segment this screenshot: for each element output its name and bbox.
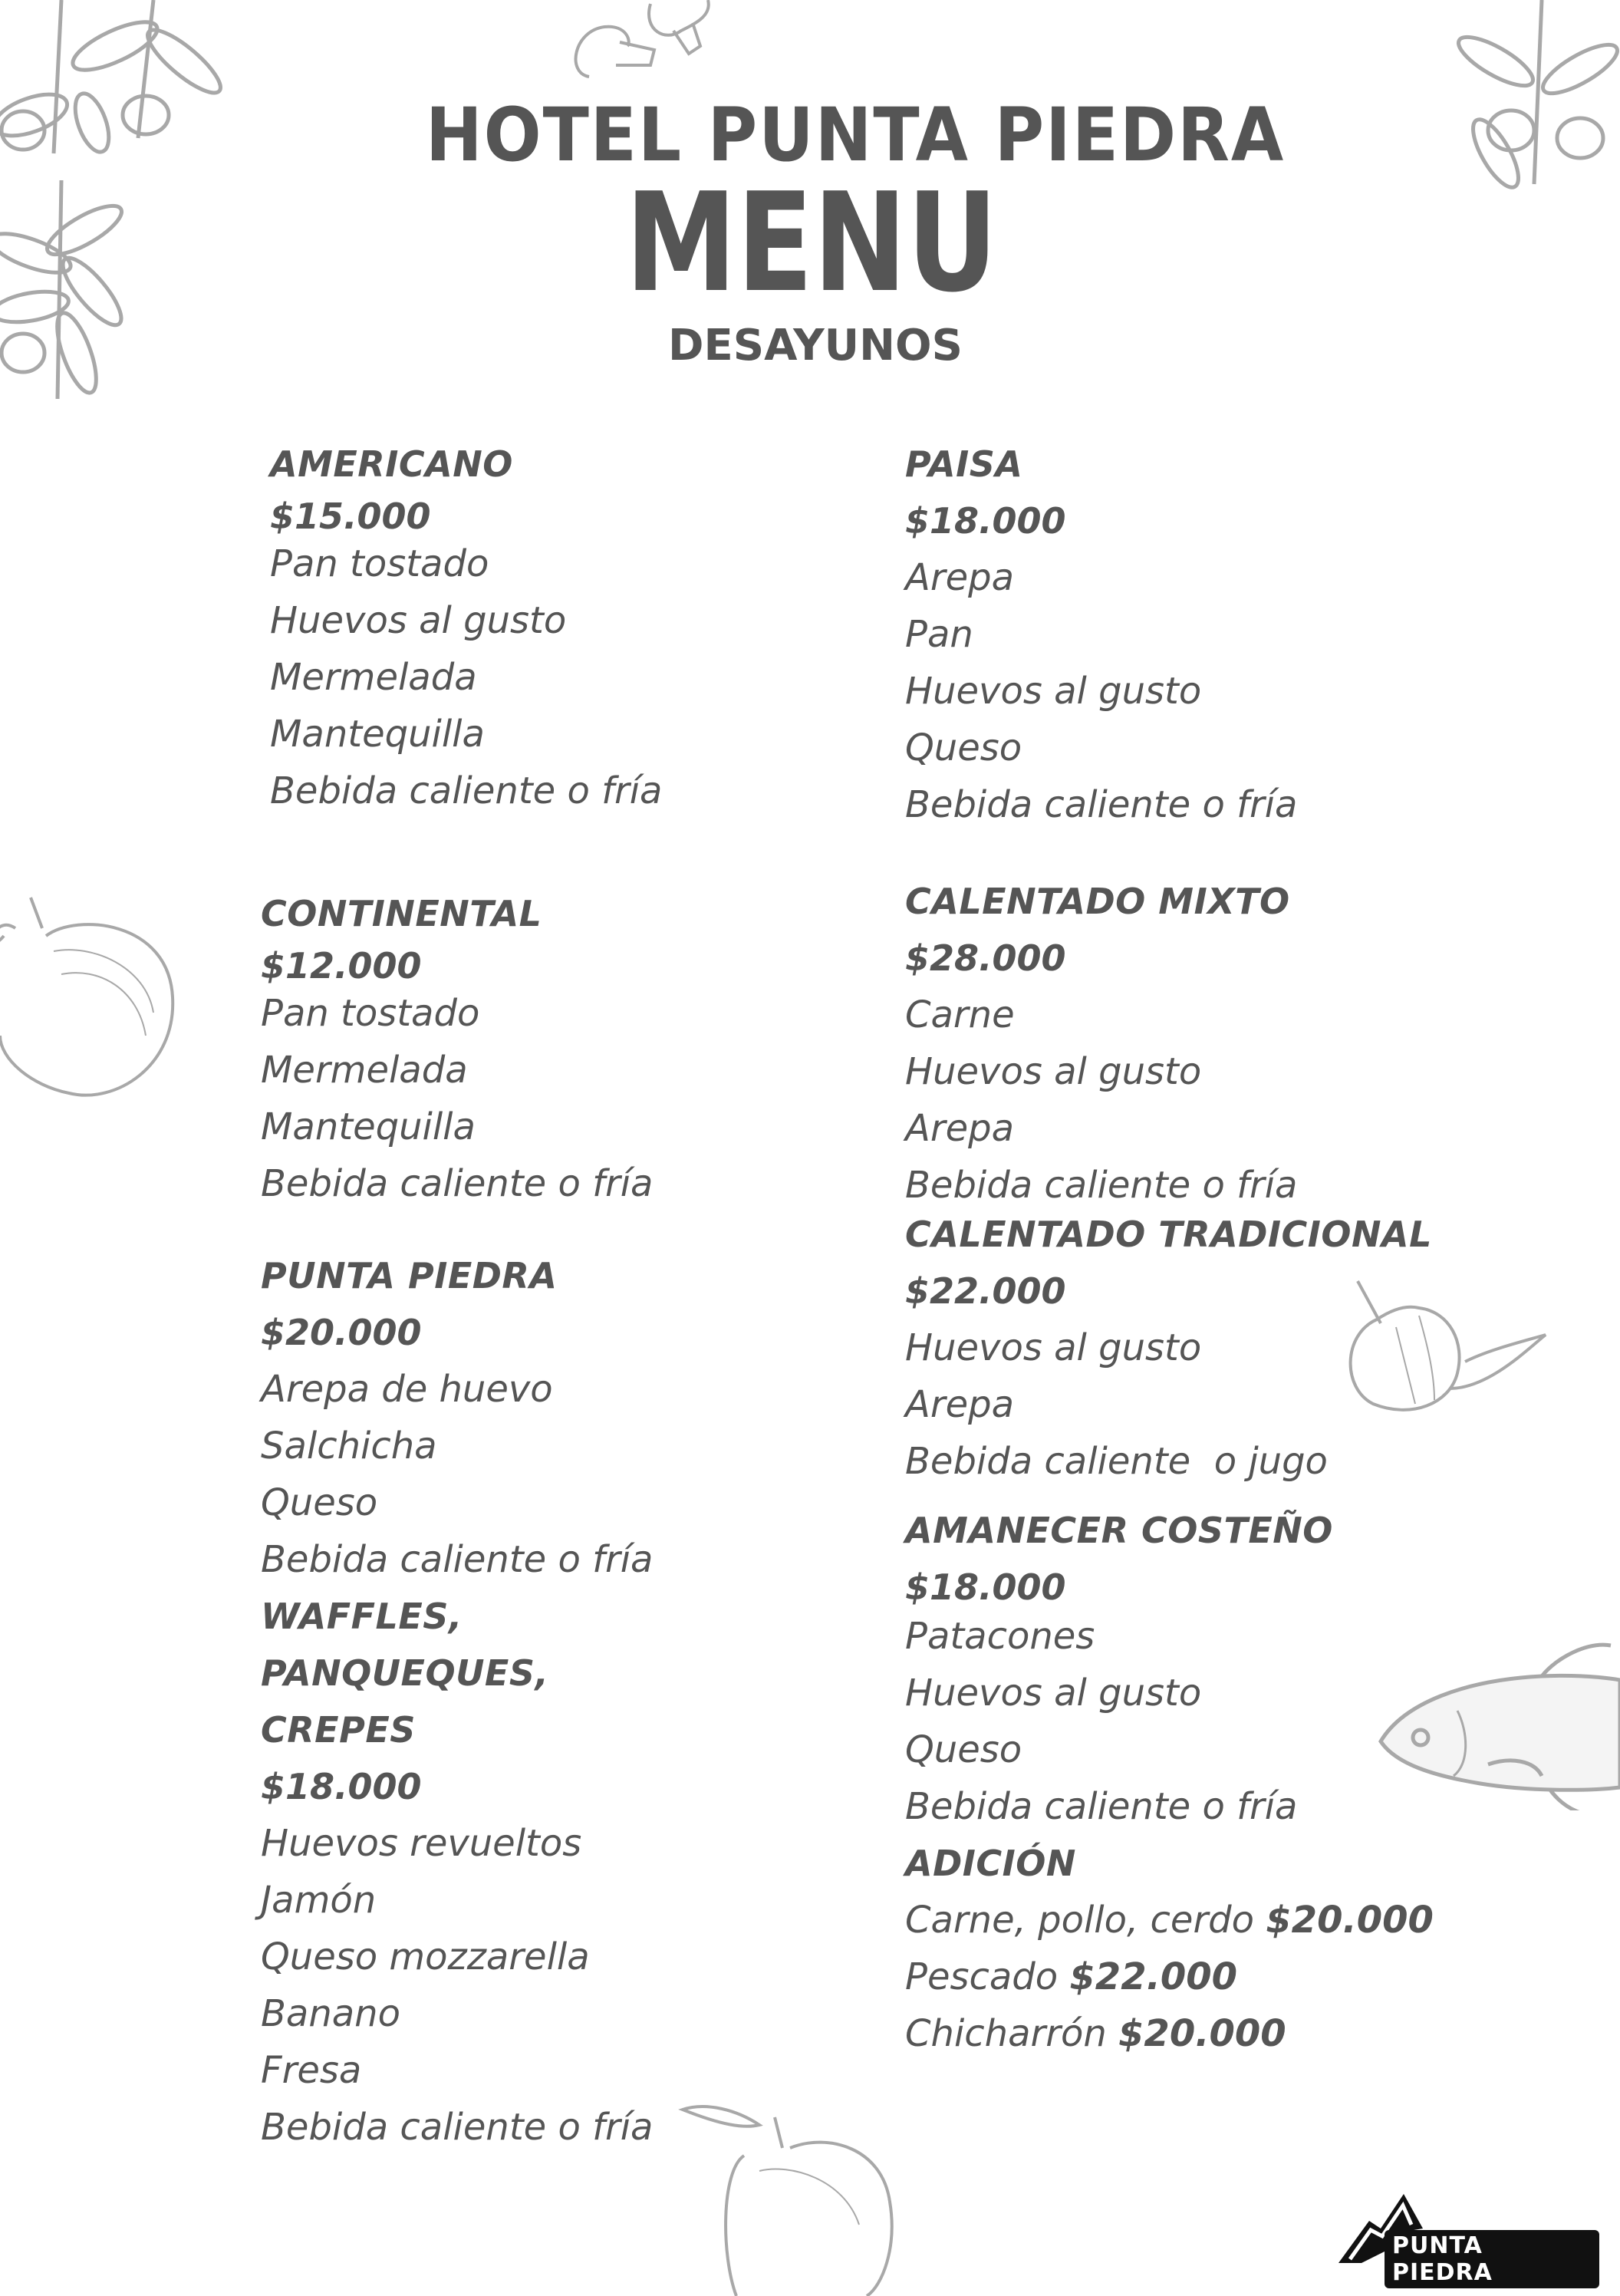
- apple-left-icon: [0, 882, 184, 1105]
- dish-item: Pan: [905, 613, 973, 656]
- dish-name: CALENTADO TRADICIONAL: [905, 1214, 1432, 1255]
- mushroom-icon: [558, 0, 712, 84]
- dish-item: Mermelada: [261, 1049, 468, 1092]
- dish-item: Mermelada: [270, 656, 477, 699]
- dish-price: $18.000: [905, 1566, 1066, 1608]
- menu-section-amanecer-costeno: [905, 1502, 1434, 1835]
- dish-price: $12.000: [261, 945, 422, 987]
- dish-item: Huevos al gusto: [905, 1672, 1202, 1715]
- dish-item: Pan tostado: [261, 992, 480, 1035]
- dish-item: Bebida caliente o fría: [905, 1785, 1298, 1828]
- dish-item: Patacones: [905, 1615, 1095, 1658]
- dish-item: Huevos al gusto: [905, 1326, 1202, 1369]
- dish-item: Bebida caliente o fría: [261, 1162, 654, 1205]
- dish-price: $28.000: [905, 937, 1066, 979]
- dish-item: Bebida caliente o fría: [261, 2106, 654, 2149]
- apple-bottom-icon: [675, 2102, 936, 2296]
- menu-section-waffles: [261, 1588, 653, 2156]
- dish-item: Bebida caliente o fría: [905, 783, 1298, 826]
- dish-item: Bebida caliente o fría: [261, 1538, 654, 1581]
- dish-item: Mantequilla: [270, 713, 485, 756]
- menu-left-column-lower: [261, 885, 653, 2156]
- dish-item: Bebida caliente o jugo: [905, 1440, 1328, 1483]
- extra-price: $22.000: [1069, 1955, 1238, 1998]
- dish-item: Queso mozzarella: [261, 1935, 590, 1978]
- extra-label: Chicharrón: [905, 2012, 1119, 2055]
- menu-section-punta-piedra: [261, 1247, 653, 1588]
- menu-section-continental: [261, 885, 653, 1212]
- menu-section-paisa: [905, 436, 1434, 833]
- dish-item: Salchicha: [261, 1425, 437, 1468]
- menu-section-calentado-mixto: [905, 873, 1434, 1214]
- dish-item: Huevos al gusto: [905, 670, 1202, 713]
- dish-item: Arepa de huevo: [261, 1368, 553, 1411]
- extra-label: Carne, pollo, cerdo: [905, 1899, 1266, 1942]
- extra-price: $20.000: [1118, 2012, 1286, 2055]
- menu-left-column: [270, 436, 662, 819]
- dish-item: Huevos revueltos: [261, 1822, 582, 1865]
- dish-item: Queso: [905, 1728, 1022, 1771]
- dish-item: Bebida caliente o fría: [270, 769, 663, 812]
- extra-label: Pescado: [905, 1955, 1070, 1998]
- dish-price: $18.000: [905, 500, 1066, 542]
- dish-item: Fresa: [261, 2049, 362, 2092]
- logo-text: PUNTA PIEDRA: [1385, 2230, 1599, 2288]
- dish-item: Huevos al gusto: [905, 1050, 1202, 1093]
- dish-item: Queso: [905, 726, 1022, 769]
- dish-name: PUNTA PIEDRA: [261, 1255, 558, 1296]
- menu-section-calentado-tradicional: [905, 1206, 1434, 1490]
- menu-section-americano: [270, 436, 662, 819]
- menu-title: MENU: [625, 163, 998, 322]
- punta-piedra-logo: [1338, 2190, 1599, 2286]
- extra-item: [905, 1892, 1434, 1948]
- dish-price: $22.000: [905, 1270, 1066, 1312]
- dish-item: Arepa: [905, 1107, 1014, 1150]
- category-heading: DESAYUNOS: [668, 321, 963, 371]
- extra-item: [905, 2005, 1434, 2062]
- hotel-name-heading: HOTEL PUNTA PIEDRA: [425, 92, 1286, 178]
- dish-price: $20.000: [261, 1312, 422, 1353]
- dish-name: CONTINENTAL: [261, 893, 542, 934]
- dish-price: $15.000: [270, 496, 431, 537]
- dish-name-line: PANQUEQUES,: [261, 1652, 549, 1694]
- menu-section-adicion: [905, 1835, 1434, 2062]
- dish-name: AMERICANO: [270, 443, 513, 485]
- dish-item: Bebida caliente o fría: [905, 1164, 1298, 1207]
- dish-item: Pan tostado: [270, 542, 489, 585]
- dish-name: ADICIÓN: [905, 1843, 1076, 1884]
- dish-item: Carne: [905, 993, 1015, 1036]
- extra-item: [905, 1948, 1434, 2005]
- dish-name-line: WAFFLES,: [261, 1596, 463, 1637]
- dish-name: CALENTADO MIXTO: [905, 881, 1290, 922]
- dish-item: Jamón: [261, 1879, 377, 1922]
- menu-right-column: [905, 436, 1434, 2062]
- dish-item: Arepa: [905, 1383, 1014, 1426]
- dish-name: PAISA: [905, 443, 1023, 485]
- dish-item: Queso: [261, 1481, 378, 1524]
- dish-name: AMANECER COSTEÑO: [905, 1510, 1333, 1551]
- dish-item: Mantequilla: [261, 1105, 476, 1148]
- dish-item: Huevos al gusto: [270, 599, 567, 642]
- dish-name-line: CREPES: [261, 1709, 416, 1751]
- dish-item: Arepa: [905, 556, 1014, 599]
- dish-item: Banano: [261, 1992, 400, 2035]
- dish-price: $18.000: [261, 1766, 422, 1807]
- extra-price: $20.000: [1266, 1899, 1434, 1942]
